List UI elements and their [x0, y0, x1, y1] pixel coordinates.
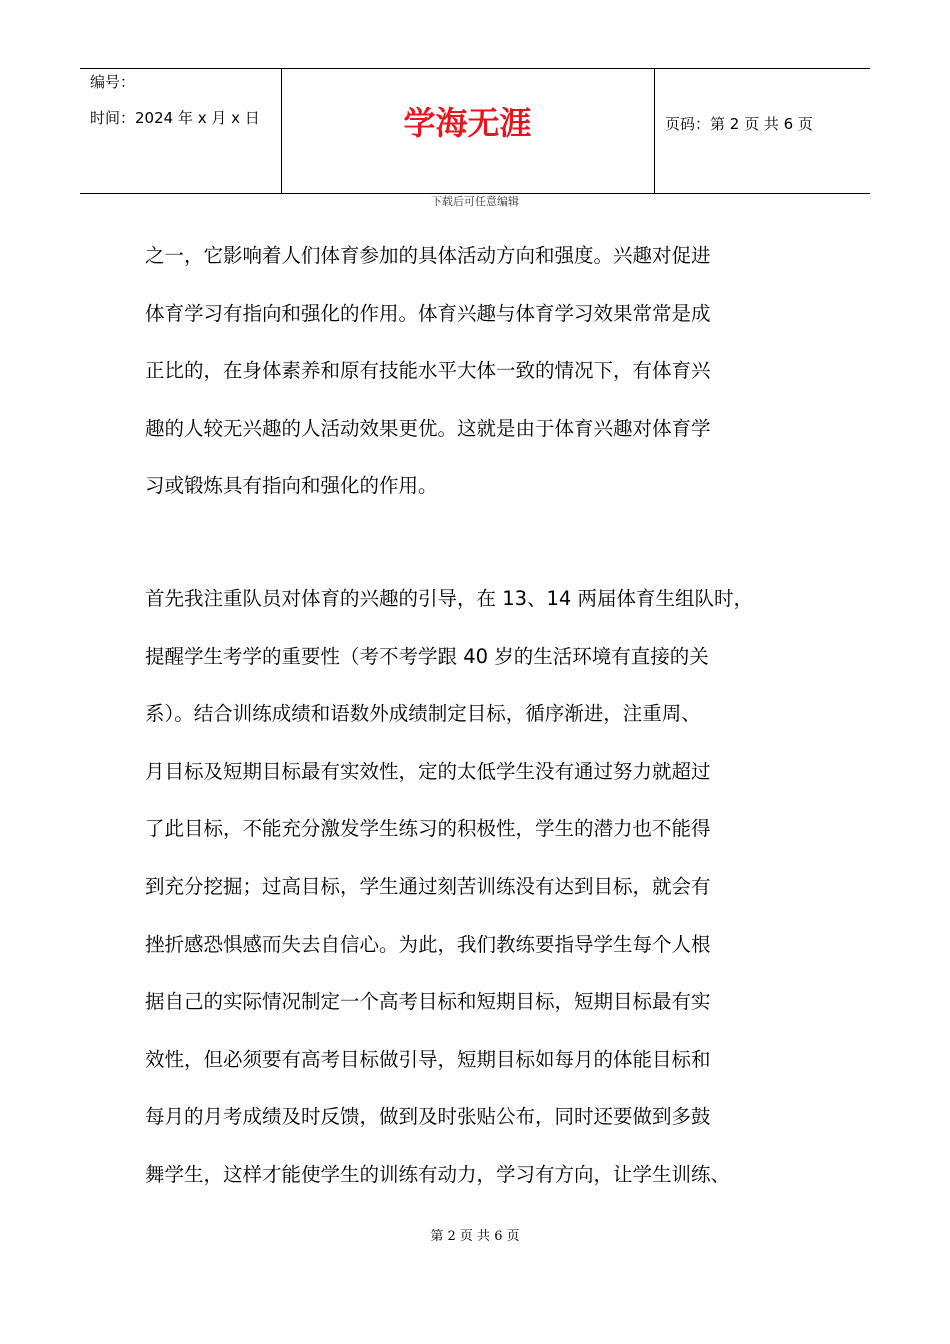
document-header [80, 68, 870, 194]
editable-note: 下载后可任意编辑 [431, 195, 519, 208]
paragraph-line: 正比的，在身体素养和原有技能水平大体一致的情况下，有体育兴 [145, 359, 711, 383]
body-paragraph-2 [145, 570, 753, 1204]
paragraph-line: 首先我注重队员对体育的兴趣的引导，在 13、14 两届体育生组队时， [145, 587, 754, 610]
paragraph-line: 每月的月考成绩及时反馈，做到及时张贴公布，同时还要做到多鼓 [145, 1105, 711, 1129]
paragraph-line: 了此目标，不能充分激发学生练习的积极性，学生的潜力也不能得 [145, 817, 711, 841]
paragraph-line: 提醒学生考学的重要性（考不考学跟 40 岁的生活环境有直接的关 [145, 644, 709, 668]
paragraph-line: 月目标及短期目标最有实效性，定的太低学生没有通过努力就超过 [145, 759, 711, 783]
paragraph-line: 系）。结合训练成绩和语数外成绩制定目标，循序渐进，注重周、 [145, 702, 701, 726]
paragraph-line: 之一，它影响着人们体育参加的具体活动方向和强度。兴趣对促进 [145, 244, 711, 267]
paragraph-line: 习或锻炼具有指向和强化的作用。 [145, 474, 438, 498]
brand-title: 学海无涯 [403, 104, 532, 142]
page-info-label: 页码：第 2 页 共 6 页 [665, 115, 813, 133]
date-label: 时间：2024 年 x 月 x 日 [90, 109, 260, 127]
paragraph-line: 挫折感恐惧感而失去自信心。为此，我们教练要指导学生每个人根 [145, 932, 711, 956]
paragraph-line: 趣的人较无兴趣的人活动效果更优。这就是由于体育兴趣对体育学 [145, 416, 711, 440]
paragraph-line: 据自己的实际情况制定一个高考目标和短期目标，短期目标最有实 [145, 990, 711, 1014]
serial-number-label: 编号： [90, 73, 136, 91]
paragraph-line: 效性，但必须要有高考目标做引导，短期目标如每月的体能目标和 [145, 1047, 711, 1071]
paragraph-line: 到充分挖掘；过高目标，学生通过刻苦训练没有达到目标，就会有 [145, 874, 711, 898]
paragraph-line: 舞学生，这样才能使学生的训练有动力，学习有方向，让学生训练、 [145, 1162, 731, 1186]
body-paragraph-1 [145, 227, 711, 515]
header-divider-right [654, 69, 655, 193]
page-footer: 第 2 页 共 6 页 [430, 1229, 520, 1244]
paragraph-line: 体育学习有指向和强化的作用。体育兴趣与体育学习效果常常是成 [145, 301, 711, 325]
